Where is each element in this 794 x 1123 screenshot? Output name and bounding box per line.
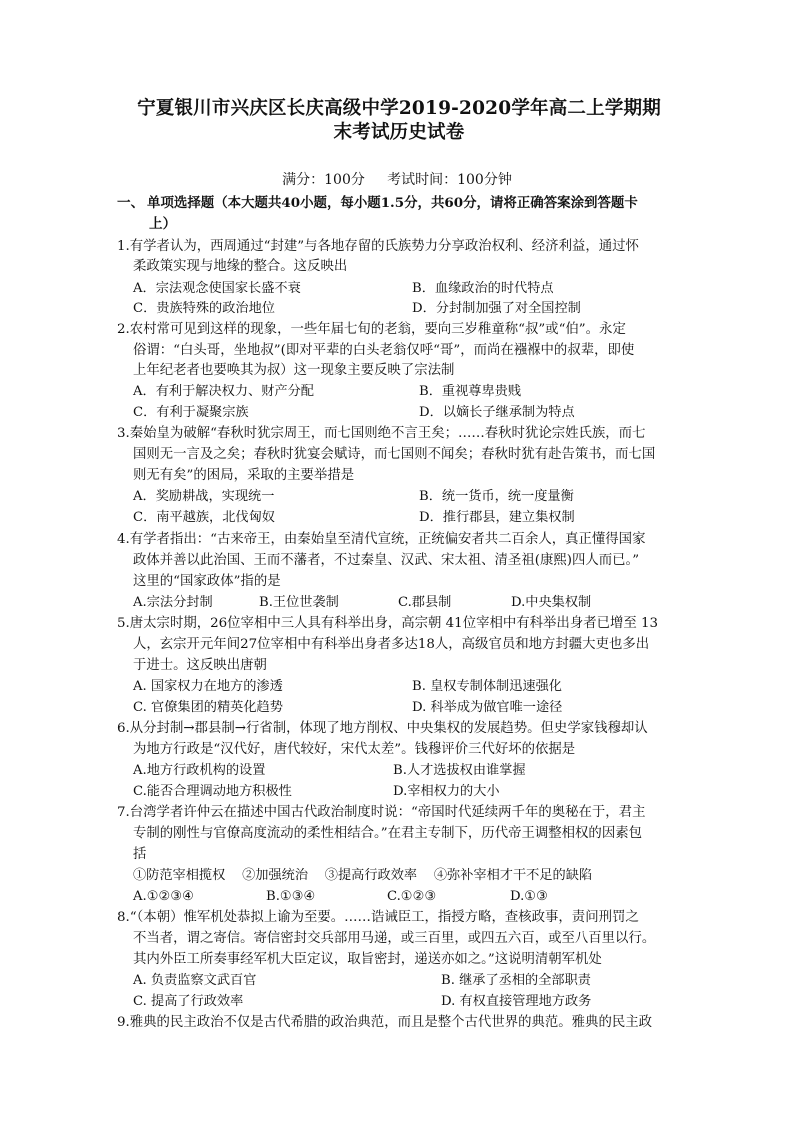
question-3-line-2: 国则无一言及之矣；春秋时犹宴会赋诗，而七国则不闻矣；春秋时犹有赴告策书，而七国 xyxy=(133,447,656,462)
question-8-option-b: B. 继承了丞相的全部职责 xyxy=(441,973,591,988)
question-9-line-1: 9.雅典的民主政治不仅是古代希腊的政治典范，而且是整个古代世界的典范。雅典的民主政 xyxy=(117,1015,653,1030)
question-8-line-3: 其内外臣工所奏事经军机大臣定议，取旨密封，递送亦如之。”这说明清朝军机处 xyxy=(133,952,602,967)
exam-meta: 满分：100分 考试时间：100分钟 xyxy=(282,172,512,188)
question-1-option-d: D．分封制加强了对全国控制 xyxy=(412,301,581,316)
question-8-option-c: C. 提高了行政效率 xyxy=(133,994,244,1009)
question-6-line-1: 6.从分封制→郡县制→行省制，体现了地方削权、中央集权的发展趋势。但史学家钱穆却认 xyxy=(117,721,648,736)
question-1-option-b: B．血缘政治的时代特点 xyxy=(412,281,554,296)
exam-title-line-1: 宁夏银川市兴庆区长庆高级中学2019-2020学年高二上学期期 xyxy=(137,98,661,119)
question-3-option-a: A．奖励耕战，实现统一 xyxy=(133,489,275,504)
question-2-option-a: A．有利于解决权力、财产分配 xyxy=(133,384,314,399)
question-6-option-d: D.宰相权力的大小 xyxy=(393,784,500,799)
question-4-line-1: 4.有学者指出：“古来帝王，由秦始皇至清代宣统，正统偏安者共二百余人，真正懂得国家 xyxy=(117,532,646,547)
question-4-option-d: D.中央集权制 xyxy=(511,595,592,610)
question-4-option-b: B.王位世袭制 xyxy=(259,595,339,610)
question-2-option-d: D．以嫡长子继承制为特点 xyxy=(419,405,575,420)
question-8-option-d: D. 有权直接管理地方政务 xyxy=(441,994,592,1009)
question-5-line-2: 人，玄宗开元年间27位宰相中有科举出身者多达18人，高级官员和地方封疆大吏也多出 xyxy=(133,637,650,652)
question-6-option-b: B.人才选拔权由谁掌握 xyxy=(393,763,526,778)
question-8-option-a: A. 负责监察文武百官 xyxy=(133,973,257,988)
question-5-option-c: C. 官僚集团的精英化趋势 xyxy=(133,700,283,715)
question-7-line-2: 专制的刚性与官僚高度流动的柔性相结合。”在君主专制下，历代帝王调整相权的因素包 xyxy=(133,826,642,841)
question-4-line-2: 政体并善以此治国、王而不藩者，不过秦皇、汉武、宋太祖、清圣祖(康熙)四人而已。” xyxy=(133,553,640,568)
section-instruction-line-1: 单项选择题（本大题共40小题，每小题1.5分，共60分，请将正确答案涂到答题卡 xyxy=(147,195,638,211)
question-1-option-c: C．贵族特殊的政治地位 xyxy=(133,301,275,316)
question-7-option-b: B.①③④ xyxy=(266,889,316,904)
question-5-option-b: B. 皇权专制体制迅速强化 xyxy=(412,679,562,694)
section-number: 一、 xyxy=(117,195,145,211)
question-6-option-c: C.能否合理调动地方积极性 xyxy=(133,784,292,799)
question-1-line-1: 1.有学者认为，西周通过“封建”与各地存留的氏族势力分享政治权利、经济利益，通过怀 xyxy=(117,239,639,254)
question-3-line-3: 则无有矣”的困局，采取的主要举措是 xyxy=(133,468,355,483)
section-instruction-line-2: 上） xyxy=(149,216,177,232)
question-7-line-1: 7.台湾学者许仲云在描述中国古代政治制度时说：“帝国时代延续两千年的奥秘在于，君主 xyxy=(117,805,646,820)
question-8-line-2: 不当者，谓之寄信。寄信密封交兵部用马递，或三百里，或四五六百，或至八百里以行。 xyxy=(133,931,656,946)
question-3-line-1: 3.秦始皇为破解“春秋时犹宗周王，而七国则绝不言王矣；……春秋时犹论宗姓氏族，而七 xyxy=(117,426,646,441)
question-4-option-c: C.郡县制 xyxy=(398,595,452,610)
question-2-option-c: C．有利于凝聚宗族 xyxy=(133,405,249,420)
question-5-option-d: D. 科举成为做官唯一途径 xyxy=(412,700,563,715)
question-7-line-3: 括 xyxy=(133,847,147,862)
question-7-option-a: A.①②③④ xyxy=(133,889,195,904)
question-5-line-3: 于进士。这反映出唐朝 xyxy=(133,658,267,673)
question-7-statements: ①防范宰相揽权 ②加强统治 ③提高行政效率 ④弥补宰相才干不足的缺陷 xyxy=(133,868,593,883)
question-6-option-a: A.地方行政机构的设置 xyxy=(133,763,266,778)
question-3-option-c: C．南平越族，北伐匈奴 xyxy=(133,510,275,525)
exam-title-line-2: 末考试历史试卷 xyxy=(333,122,465,143)
question-1-line-2: 柔政策实现与地缘的整合。这反映出 xyxy=(133,259,348,274)
question-5-option-a: A. 国家权力在地方的渗透 xyxy=(133,679,283,694)
question-2-line-3: 上年纪老者也要唤其为叔）这一现象主要反映了宗法制 xyxy=(133,363,455,378)
question-7-option-d: D.①③ xyxy=(510,889,548,904)
question-2-line-1: 2.农村常可见到这样的现象，一些年届七旬的老翁，要向三岁稚童称“叔”或“伯”。永定 xyxy=(117,322,626,337)
question-3-option-d: D．推行郡县，建立集权制 xyxy=(419,510,575,525)
question-6-line-2: 为地方行政是“汉代好，唐代较好，宋代太差”。钱穆评价三代好坏的依据是 xyxy=(133,742,576,757)
question-4-option-a: A.宗法分封制 xyxy=(133,595,213,610)
question-4-line-3: 这里的“国家政体”指的是 xyxy=(133,574,281,589)
question-7-option-c: C.①②③ xyxy=(387,889,437,904)
question-2-line-2: 俗谓：“白头哥，坐地叔”(即对平辈的白头老翁仅呼“哥”，而尚在襁褓中的叔辈，即使 xyxy=(133,343,635,358)
question-5-line-1: 5.唐太宗时期，26位宰相中三人具有科举出身，高宗朝 41位宰相中有科举出身者已增至 13 xyxy=(117,616,659,631)
question-8-line-1: 8.“（本朝）惟军机处恭拟上谕为至要。……诰诫臣工，指授方略，查核政事，责问刑罚之 xyxy=(117,910,639,925)
question-3-option-b: B．统一货币，统一度量衡 xyxy=(419,489,574,504)
question-1-option-a: A．宗法观念使国家长盛不衰 xyxy=(133,281,301,296)
question-2-option-b: B．重视尊卑贵贱 xyxy=(419,384,522,399)
